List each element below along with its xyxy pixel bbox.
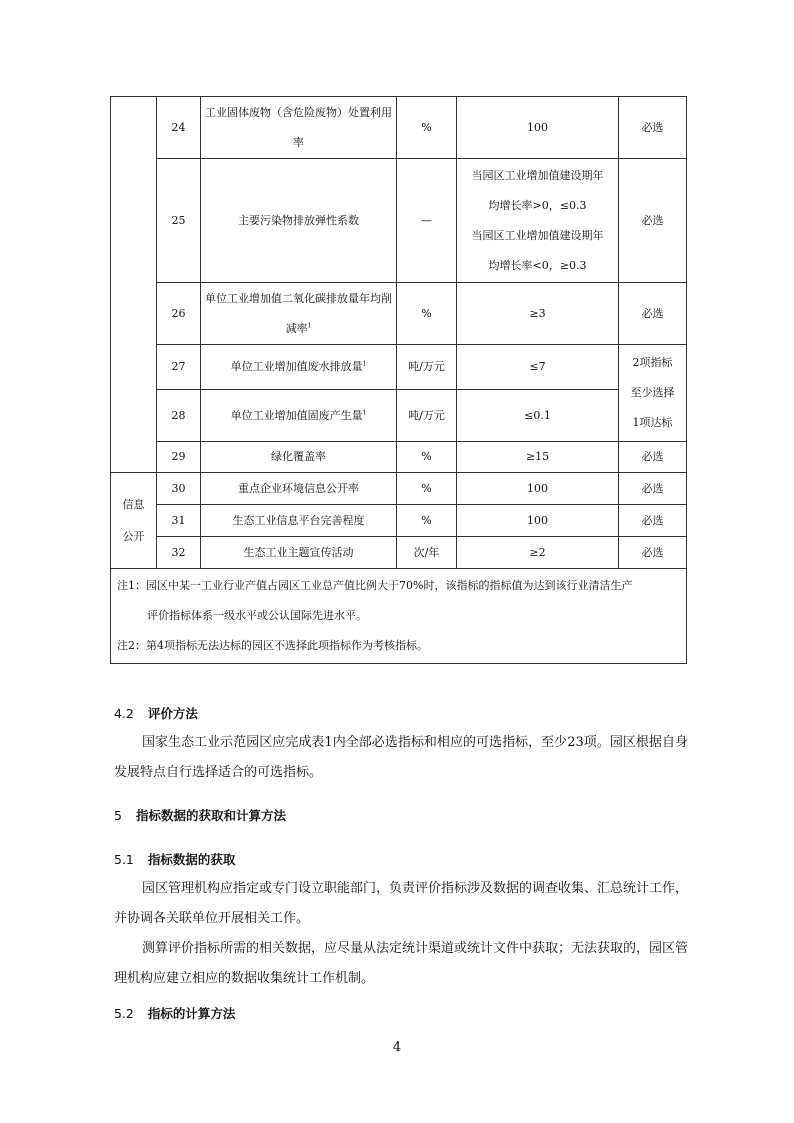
indicator-type: 必选	[619, 442, 687, 473]
row-number: 27	[157, 345, 201, 390]
paragraph: 园区管理机构应指定或专门设立职能部门，负责评价指标涉及数据的调查收集、汇总统计工作，并协调各关联单位开展相关工作。	[114, 881, 689, 926]
indicator-target: ≤0.1	[457, 390, 619, 442]
target-line: 当园区工业增加值建设期年	[471, 168, 604, 182]
indicator-unit: %	[397, 505, 457, 537]
indicator-name: 生态工业信息平台完善程度	[201, 505, 397, 537]
indicator-name: 工业固体废物（含危险废物）处置利用率	[201, 97, 397, 159]
indicator-type: 必选	[619, 537, 687, 569]
indicator-target: ≤7	[457, 345, 619, 390]
indicator-name: 绿化覆盖率	[201, 442, 397, 473]
indicator-unit: 次/年	[397, 537, 457, 569]
indicator-name: 重点企业环境信息公开率	[201, 473, 397, 505]
paragraph: 国家生态工业示范园区应完成表1内全部必选指标和相应的可选指标，至少23项。园区根据自身发展特点自行选择适合的可选指标。	[114, 735, 688, 780]
indicator-name-text: 单位工业增加值二氧化碳排放量年均削减率	[205, 291, 392, 335]
indicator-target: 100	[457, 97, 619, 159]
category-cell	[111, 97, 157, 473]
indicator-unit: 吨/万元	[397, 390, 457, 442]
section-number: 4.2	[114, 706, 134, 721]
target-line: 均增长率<0，≥0.3	[488, 258, 587, 272]
indicator-unit: %	[397, 283, 457, 345]
table-row	[111, 97, 687, 159]
row-number: 28	[157, 390, 201, 442]
indicator-type	[619, 345, 687, 442]
indicator-target: ≥15	[457, 442, 619, 473]
target-line: 当园区工业增加值建设期年	[471, 228, 604, 242]
section-number: 5	[114, 808, 122, 823]
table-row	[111, 345, 687, 390]
indicator-type: 必选	[619, 505, 687, 537]
indicator-name: 主要污染物排放弹性系数	[201, 159, 397, 283]
note-1-cont: 评价指标体系一级水平或公认国际先进水平。	[147, 609, 367, 622]
note-2: 注2：第4项指标无法达标的园区不选择此项指标作为考核指标。	[117, 639, 428, 652]
footnote-mark: 1	[362, 360, 367, 368]
indicator-unit: —	[397, 159, 457, 283]
section-heading-5-2	[114, 1004, 235, 1022]
table-row	[111, 390, 687, 442]
section-heading-4-2	[114, 704, 198, 722]
indicator-name-text: 单位工业增加值固废产生量	[230, 408, 363, 422]
indicator-target	[457, 159, 619, 283]
table-row	[111, 283, 687, 345]
notes-row	[111, 569, 687, 664]
type-line: 2项指标	[632, 356, 673, 369]
category-info	[111, 473, 157, 569]
section-number: 5.2	[114, 1006, 134, 1021]
paragraph: 测算评价指标所需的相关数据，应尽量从法定统计渠道或统计文件中获取；无法获取的，园区管理机构应建立相应的数据收集统计工作机制。	[114, 941, 689, 986]
section-heading-5	[114, 806, 286, 824]
note-1: 注1：园区中某一工业行业产值占园区工业总产值比例大于70%时，该指标的指标值为达到该行业清洁生产	[117, 579, 633, 592]
table-row	[111, 505, 687, 537]
indicator-target: 100	[457, 505, 619, 537]
section-title: 指标的计算方法	[147, 1006, 236, 1021]
indicator-name	[201, 390, 397, 442]
category-line: 公开	[122, 529, 145, 543]
row-number: 26	[157, 283, 201, 345]
indicator-name	[201, 283, 397, 345]
indicator-type: 必选	[619, 283, 687, 345]
category-line: 信息	[122, 497, 145, 511]
row-number: 30	[157, 473, 201, 505]
indicator-name	[201, 345, 397, 390]
footnote-mark: 1	[362, 408, 367, 416]
row-number: 32	[157, 537, 201, 569]
footnote-mark: 1	[307, 321, 312, 329]
table-row	[111, 159, 687, 283]
row-number: 31	[157, 505, 201, 537]
table-notes	[111, 569, 687, 664]
indicator-unit: %	[397, 442, 457, 473]
row-number: 29	[157, 442, 201, 473]
indicator-unit: %	[397, 97, 457, 159]
section-number: 5.1	[114, 852, 134, 867]
section-heading-5-1	[114, 850, 235, 868]
row-number: 25	[157, 159, 201, 283]
indicator-target: 100	[457, 473, 619, 505]
indicator-type: 必选	[619, 473, 687, 505]
indicator-type: 必选	[619, 97, 687, 159]
table-row	[111, 442, 687, 473]
table-row	[111, 473, 687, 505]
section-title: 指标数据的获取和计算方法	[135, 808, 286, 823]
indicator-name-text: 单位工业增加值废水排放量	[230, 360, 363, 373]
indicator-unit: %	[397, 473, 457, 505]
indicator-target: ≥3	[457, 283, 619, 345]
indicator-name: 生态工业主题宣传活动	[201, 537, 397, 569]
section-title: 评价方法	[147, 706, 198, 721]
indicator-type: 必选	[619, 159, 687, 283]
indicator-table	[110, 96, 687, 664]
section-title: 指标数据的获取	[147, 852, 236, 867]
table-row	[111, 537, 687, 569]
indicator-target: ≥2	[457, 537, 619, 569]
type-line: 1项达标	[632, 416, 673, 429]
row-number: 24	[157, 97, 201, 159]
indicator-unit: 吨/万元	[397, 345, 457, 390]
type-line: 至少选择	[630, 386, 675, 399]
page-number: 4	[392, 1040, 402, 1055]
target-line: 均增长率>0，≤0.3	[488, 198, 587, 212]
